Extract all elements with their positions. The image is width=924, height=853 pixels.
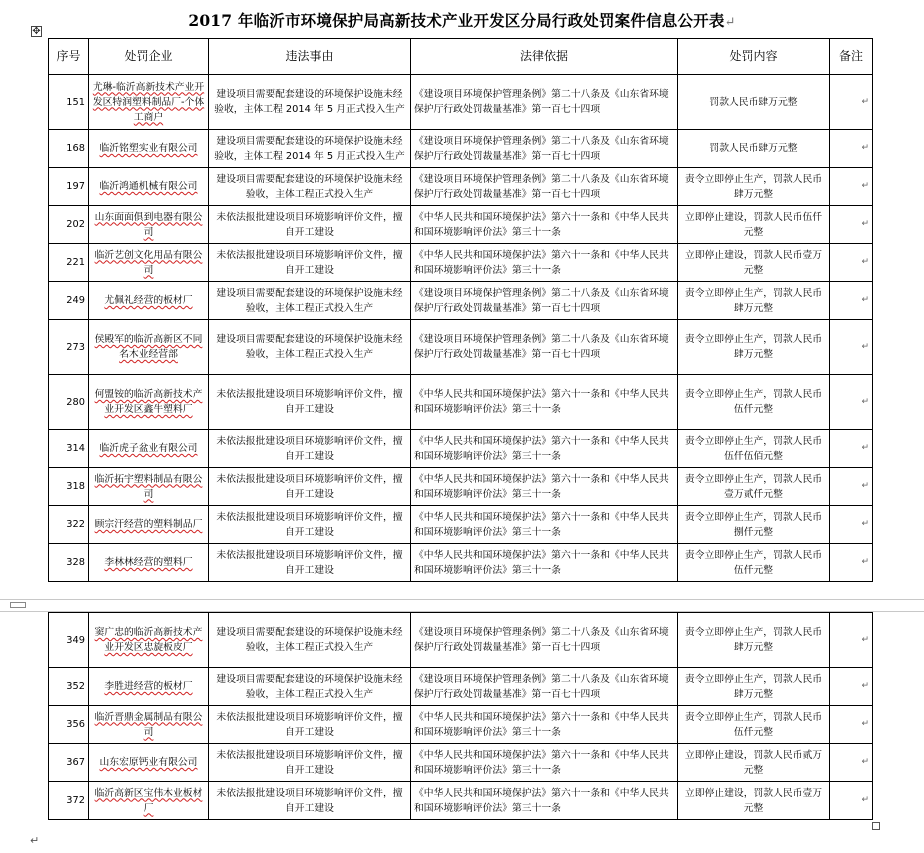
- cell-legal-basis-text: 《中华人民共和国环境保护法》第六十一条和《中华人民共和国环境影响评价法》第三十一条: [414, 211, 669, 238]
- cell-remark-text: ↵: [861, 757, 869, 767]
- cell-company: [89, 668, 209, 706]
- cell-remark: [830, 320, 873, 375]
- cell-violation: [209, 244, 411, 282]
- cell-violation-text: 建设项目需要配套建设的环境保护设施未经验收，主体工程 2014 年 5 月正式投入生产: [214, 135, 405, 162]
- cell-company-text: 临沂晋鼎金属制品有限公司: [94, 711, 203, 738]
- table-row: [49, 706, 873, 744]
- cell-serial-no-text: 202: [66, 219, 85, 230]
- cell-serial-no-text: 322: [66, 519, 85, 530]
- cell-serial-no-text: 168: [66, 143, 85, 154]
- cell-violation-text: 建设项目需要配套建设的环境保护设施未经验收，主体工程 2014 年 5 月正式投入生产: [214, 89, 405, 115]
- header-violation: 违法事由: [209, 39, 411, 75]
- cell-penalty: [678, 430, 830, 468]
- cell-legal-basis: [411, 130, 678, 168]
- cell-serial-no: [49, 706, 89, 744]
- cell-penalty: [678, 168, 830, 206]
- page-title: [0, 9, 924, 31]
- table-row: [49, 668, 873, 706]
- cell-company: [89, 244, 209, 282]
- cell-remark-text: ↵: [861, 719, 869, 729]
- cell-remark: [830, 244, 873, 282]
- cell-serial-no-text: 314: [66, 443, 85, 454]
- table-row: [49, 613, 873, 668]
- cell-violation: [209, 706, 411, 744]
- cell-violation: [209, 206, 411, 244]
- cell-serial-no: [49, 375, 89, 430]
- cell-penalty: [678, 544, 830, 582]
- cell-legal-basis: [411, 375, 678, 430]
- cell-serial-no-text: 352: [66, 681, 85, 692]
- cell-penalty: [678, 613, 830, 668]
- cell-violation: [209, 320, 411, 375]
- cell-company-text: 窦广忠的临沂高新技术产业开发区忠旋板皮厂: [94, 627, 203, 653]
- cell-serial-no-text: 318: [66, 481, 85, 492]
- cell-remark-text: ↵: [861, 396, 869, 407]
- header-remark: 备注: [830, 39, 873, 75]
- cell-violation-text: 建设项目需要配套建设的环境保护设施未经验收，主体工程正式投入生产: [216, 673, 403, 700]
- cell-penalty-text: 立即停止建设，罚款人民币贰万元整: [684, 749, 823, 776]
- cell-penalty: [678, 75, 830, 130]
- title-text: 2017 年临沂市环境保护局高新技术产业开发区分局行政处罚案件信息公开表: [188, 11, 725, 30]
- table-row: [49, 244, 873, 282]
- cell-serial-no-text: 249: [66, 295, 85, 306]
- cell-legal-basis: [411, 706, 678, 744]
- table-row: [49, 744, 873, 782]
- cell-serial-no-text: 367: [66, 757, 85, 768]
- cell-remark: [830, 282, 873, 320]
- cell-serial-no: [49, 468, 89, 506]
- cell-serial-no: [49, 206, 89, 244]
- cell-legal-basis: [411, 244, 678, 282]
- cell-serial-no-text: 372: [66, 795, 85, 806]
- cell-remark-text: ↵: [861, 795, 869, 805]
- cell-remark: [830, 468, 873, 506]
- cell-company-text: 临沂艺创文化用品有限公司: [94, 249, 203, 276]
- cell-violation: [209, 468, 411, 506]
- cell-penalty: [678, 282, 830, 320]
- cell-penalty-text: 责令立即停止生产，罚款人民币肆万元整: [684, 627, 823, 653]
- cell-remark-text: ↵: [861, 443, 869, 453]
- cell-violation: [209, 744, 411, 782]
- cell-legal-basis: [411, 468, 678, 506]
- cell-penalty: [678, 375, 830, 430]
- cell-legal-basis: [411, 75, 678, 130]
- cell-company-text: 临沂拓宇塑料制品有限公司: [94, 473, 203, 500]
- cell-company-text: 李胜进经营的板材厂: [104, 681, 193, 692]
- cell-company: [89, 282, 209, 320]
- cell-penalty-text: 责令立即停止生产，罚款人民币壹万贰仟元整: [684, 473, 823, 500]
- cell-penalty-text: 责令立即停止生产，罚款人民币肆万元整: [684, 287, 823, 314]
- cell-legal-basis-text: 《中华人民共和国环境保护法》第六十一条和《中华人民共和国环境影响评价法》第三十一条: [414, 435, 669, 462]
- cell-company-text: 顾宗汗经营的塑料制品厂: [94, 519, 203, 530]
- table-row: [49, 544, 873, 582]
- cell-company-text: 李林林经营的塑料厂: [104, 557, 193, 568]
- cell-legal-basis-text: 《建设项目环境保护管理条例》第二十八条及《山东省环境保护厅行政处罚裁量基准》第一百七十四项: [414, 334, 669, 360]
- table-move-handle[interactable]: ✥: [32, 26, 41, 37]
- cell-violation-text: 未依法报批建设项目环境影响评价文件，擅自开工建设: [216, 711, 403, 738]
- cell-legal-basis-text: 《建设项目环境保护管理条例》第二十八条及《山东省环境保护厅行政处罚裁量基准》第一百七十四项: [414, 89, 669, 115]
- cell-company-text: 山东宏原钙业有限公司: [99, 757, 198, 768]
- cell-penalty: [678, 206, 830, 244]
- table-row: [49, 375, 873, 430]
- cell-legal-basis-text: 《中华人民共和国环境保护法》第六十一条和《中华人民共和国环境影响评价法》第三十一条: [414, 749, 669, 776]
- cell-legal-basis: [411, 320, 678, 375]
- cell-serial-no: [49, 244, 89, 282]
- cell-penalty: [678, 468, 830, 506]
- cell-remark-text: ↵: [861, 295, 869, 305]
- cell-violation: [209, 168, 411, 206]
- cell-penalty: [678, 706, 830, 744]
- cell-penalty-text: 立即停止建设，罚款人民币壹万元整: [684, 249, 823, 276]
- cell-legal-basis: [411, 206, 678, 244]
- cell-legal-basis-text: 《建设项目环境保护管理条例》第二十八条及《山东省环境保护厅行政处罚裁量基准》第一百七十四项: [414, 627, 669, 653]
- table-row: [49, 75, 873, 130]
- cell-penalty: [678, 506, 830, 544]
- cell-company-text: 临沂虎子盆业有限公司: [99, 443, 198, 454]
- cell-remark: [830, 668, 873, 706]
- cell-penalty-text: 立即停止建设，罚款人民币伍仟元整: [684, 211, 823, 238]
- cell-company: [89, 168, 209, 206]
- header-legal-basis: 法律依据: [411, 39, 678, 75]
- cell-violation-text: 未依法报批建设项目环境影响评价文件，擅自开工建设: [216, 549, 403, 576]
- cell-serial-no: [49, 430, 89, 468]
- cell-remark-text: ↵: [861, 519, 869, 529]
- cell-serial-no: [49, 282, 89, 320]
- cell-serial-no: [49, 544, 89, 582]
- cell-violation-text: 未依法报批建设项目环境影响评价文件，擅自开工建设: [216, 249, 403, 276]
- cell-serial-no-text: 328: [66, 557, 85, 568]
- cell-serial-no-text: 273: [66, 341, 85, 353]
- cell-remark: [830, 544, 873, 582]
- cell-company-text: 山东面面俱到电器有限公司: [94, 211, 203, 238]
- paragraph-mark-icon: ↵: [724, 15, 736, 30]
- cell-penalty-text: 责令立即停止生产，罚款人民币伍仟元整: [684, 389, 823, 415]
- cell-remark-text: ↵: [861, 96, 869, 107]
- table-row: [49, 320, 873, 375]
- table-row: [49, 468, 873, 506]
- cell-remark: [830, 744, 873, 782]
- cell-violation-text: 建设项目需要配套建设的环境保护设施未经验收，主体工程正式投入生产: [216, 334, 403, 360]
- cell-legal-basis: [411, 782, 678, 820]
- cell-legal-basis: [411, 613, 678, 668]
- cell-company: [89, 320, 209, 375]
- cell-legal-basis-text: 《中华人民共和国环境保护法》第六十一条和《中华人民共和国环境影响评价法》第三十一条: [414, 473, 669, 500]
- cell-penalty-text: 罚款人民币肆万元整: [709, 96, 798, 108]
- cell-legal-basis-text: 《中华人民共和国环境保护法》第六十一条和《中华人民共和国环境影响评价法》第三十一条: [414, 511, 669, 538]
- table-row: [49, 782, 873, 820]
- cell-remark-text: ↵: [861, 219, 869, 229]
- cell-serial-no-text: 349: [66, 634, 85, 646]
- cell-company: [89, 430, 209, 468]
- cell-remark: [830, 206, 873, 244]
- cell-violation: [209, 782, 411, 820]
- cell-violation: [209, 130, 411, 168]
- cell-remark-text: ↵: [861, 143, 869, 153]
- cell-remark: [830, 782, 873, 820]
- cell-penalty-text: 责令立即停止生产，罚款人民币肆万元整: [684, 173, 823, 200]
- cell-remark-text: ↵: [861, 181, 869, 191]
- cell-violation-text: 未依法报批建设项目环境影响评价文件，擅自开工建设: [216, 749, 403, 776]
- cell-violation: [209, 282, 411, 320]
- cell-company: [89, 706, 209, 744]
- cell-remark-text: ↵: [861, 481, 869, 491]
- cell-penalty-text: 责令立即停止生产，罚款人民币伍仟元整: [684, 711, 823, 738]
- table-header-row: [49, 39, 873, 75]
- header-serial-no: 序号: [49, 39, 89, 75]
- cell-legal-basis-text: 《建设项目环境保护管理条例》第二十八条及《山东省环境保护厅行政处罚裁量基准》第一百七十四项: [414, 287, 669, 314]
- cell-penalty: [678, 782, 830, 820]
- cell-company-text: 临沂鸿通机械有限公司: [99, 181, 198, 192]
- cell-company-text: 侯殿军的临沂高新区不同名木业经营部: [94, 334, 203, 360]
- cell-penalty-text: 罚款人民币肆万元整: [709, 143, 798, 154]
- cell-serial-no: [49, 744, 89, 782]
- page-break: [0, 599, 924, 612]
- cell-legal-basis-text: 《建设项目环境保护管理条例》第二十八条及《山东省环境保护厅行政处罚裁量基准》第一百七十四项: [414, 173, 669, 200]
- table-resize-handle[interactable]: [872, 822, 880, 830]
- cell-serial-no-text: 356: [66, 719, 85, 730]
- cell-remark-text: ↵: [861, 557, 869, 567]
- cell-company: [89, 468, 209, 506]
- table-row: [49, 168, 873, 206]
- table-row: [49, 130, 873, 168]
- cell-company-text: 尤佩礼经营的板材厂: [104, 295, 193, 306]
- cell-violation: [209, 430, 411, 468]
- cell-remark: [830, 613, 873, 668]
- penalty-table-page-2: [48, 612, 873, 820]
- cell-company-text: 临沂铭塑实业有限公司: [99, 143, 198, 154]
- cell-serial-no: [49, 320, 89, 375]
- cell-company: [89, 782, 209, 820]
- cell-serial-no: [49, 506, 89, 544]
- cell-violation-text: 建设项目需要配套建设的环境保护设施未经验收，主体工程正式投入生产: [216, 627, 403, 653]
- cell-legal-basis-text: 《中华人民共和国环境保护法》第六十一条和《中华人民共和国环境影响评价法》第三十一条: [414, 711, 669, 738]
- cell-serial-no: [49, 168, 89, 206]
- table-row: [49, 506, 873, 544]
- cell-company: [89, 130, 209, 168]
- cell-legal-basis: [411, 168, 678, 206]
- cell-company-text: 何盟铵的临沂高新技术产业开发区鑫牛塑料厂: [94, 389, 203, 415]
- cell-penalty: [678, 320, 830, 375]
- cell-legal-basis-text: 《建设项目环境保护管理条例》第二十八条及《山东省环境保护厅行政处罚裁量基准》第一百七十四项: [414, 673, 669, 700]
- cell-legal-basis-text: 《中华人民共和国环境保护法》第六十一条和《中华人民共和国环境影响评价法》第三十一条: [414, 249, 669, 276]
- cell-remark-text: ↵: [861, 257, 869, 267]
- cell-remark-text: ↵: [861, 681, 869, 691]
- cell-violation-text: 建设项目需要配套建设的环境保护设施未经验收，主体工程正式投入生产: [216, 287, 403, 314]
- cell-penalty: [678, 744, 830, 782]
- cell-penalty-text: 立即停止建设，罚款人民币壹万元整: [684, 787, 823, 814]
- cell-violation-text: 未依法报批建设项目环境影响评价文件，擅自开工建设: [216, 511, 403, 538]
- cell-legal-basis: [411, 430, 678, 468]
- cell-serial-no-text: 197: [66, 181, 85, 192]
- cell-legal-basis: [411, 506, 678, 544]
- cell-remark: [830, 75, 873, 130]
- cell-remark: [830, 706, 873, 744]
- end-paragraph-mark-icon: ↵: [30, 834, 40, 847]
- penalty-table-page-1: [48, 38, 873, 582]
- cell-company-text: 临沂高新区宝伟木业板材厂: [94, 787, 203, 814]
- cell-penalty-text: 责令立即停止生产，罚款人民币捌仟元整: [684, 511, 823, 538]
- cell-legal-basis-text: 《中华人民共和国环境保护法》第六十一条和《中华人民共和国环境影响评价法》第三十一条: [414, 549, 669, 576]
- cell-serial-no: [49, 668, 89, 706]
- cell-legal-basis-text: 《建设项目环境保护管理条例》第二十八条及《山东省环境保护厅行政处罚裁量基准》第一百七十四项: [414, 135, 669, 162]
- header-company: 处罚企业: [89, 39, 209, 75]
- cell-company-text: 尤琳-临沂高新技术产业开发区特润塑料制品厂-个体工商户: [92, 81, 205, 123]
- cell-legal-basis: [411, 282, 678, 320]
- cell-penalty: [678, 668, 830, 706]
- cell-penalty: [678, 244, 830, 282]
- cell-violation-text: 建设项目需要配套建设的环境保护设施未经验收，主体工程正式投入生产: [216, 173, 403, 200]
- cell-violation: [209, 544, 411, 582]
- cell-serial-no: [49, 613, 89, 668]
- cell-serial-no-text: 280: [66, 396, 85, 408]
- cell-serial-no-text: 221: [66, 257, 85, 268]
- cell-remark: [830, 506, 873, 544]
- cell-company: [89, 375, 209, 430]
- cell-remark-text: ↵: [861, 341, 869, 352]
- cell-legal-basis: [411, 744, 678, 782]
- cell-company: [89, 544, 209, 582]
- cell-violation-text: 未依法报批建设项目环境影响评价文件，擅自开工建设: [216, 211, 403, 238]
- cell-legal-basis: [411, 668, 678, 706]
- cell-violation-text: 未依法报批建设项目环境影响评价文件，擅自开工建设: [216, 787, 403, 814]
- cell-violation: [209, 613, 411, 668]
- cell-company: [89, 506, 209, 544]
- cell-violation-text: 未依法报批建设项目环境影响评价文件，擅自开工建设: [216, 435, 403, 462]
- cell-company: [89, 744, 209, 782]
- cell-legal-basis: [411, 544, 678, 582]
- cell-violation: [209, 375, 411, 430]
- cell-remark: [830, 168, 873, 206]
- table-row: [49, 206, 873, 244]
- cell-violation-text: 未依法报批建设项目环境影响评价文件，擅自开工建设: [216, 389, 403, 415]
- cell-violation: [209, 506, 411, 544]
- cell-remark: [830, 375, 873, 430]
- table-row: [49, 282, 873, 320]
- table-row: [49, 430, 873, 468]
- cell-company: [89, 613, 209, 668]
- cell-remark-text: ↵: [861, 634, 869, 645]
- cell-violation-text: 未依法报批建设项目环境影响评价文件，擅自开工建设: [216, 473, 403, 500]
- cell-serial-no-text: 151: [66, 96, 85, 108]
- cell-remark: [830, 430, 873, 468]
- cell-penalty-text: 责令立即停止生产，罚款人民币肆万元整: [684, 334, 823, 360]
- cell-violation: [209, 75, 411, 130]
- cell-serial-no: [49, 130, 89, 168]
- cell-penalty-text: 责令立即停止生产，罚款人民币伍仟元整: [684, 549, 823, 576]
- cell-penalty-text: 责令立即停止生产，罚款人民币肆万元整: [684, 673, 823, 700]
- cell-penalty: [678, 130, 830, 168]
- cell-remark: [830, 130, 873, 168]
- cell-legal-basis-text: 《中华人民共和国环境保护法》第六十一条和《中华人民共和国环境影响评价法》第三十一条: [414, 787, 669, 814]
- cell-legal-basis-text: 《中华人民共和国环境保护法》第六十一条和《中华人民共和国环境影响评价法》第三十一条: [414, 389, 669, 415]
- cell-serial-no: [49, 782, 89, 820]
- page-break-marker-icon: [10, 602, 26, 608]
- cell-penalty-text: 责令立即停止生产，罚款人民币伍仟伍佰元整: [684, 435, 823, 462]
- header-penalty: 处罚内容: [678, 39, 830, 75]
- cell-company: [89, 75, 209, 130]
- cell-violation: [209, 668, 411, 706]
- cell-serial-no: [49, 75, 89, 130]
- cell-company: [89, 206, 209, 244]
